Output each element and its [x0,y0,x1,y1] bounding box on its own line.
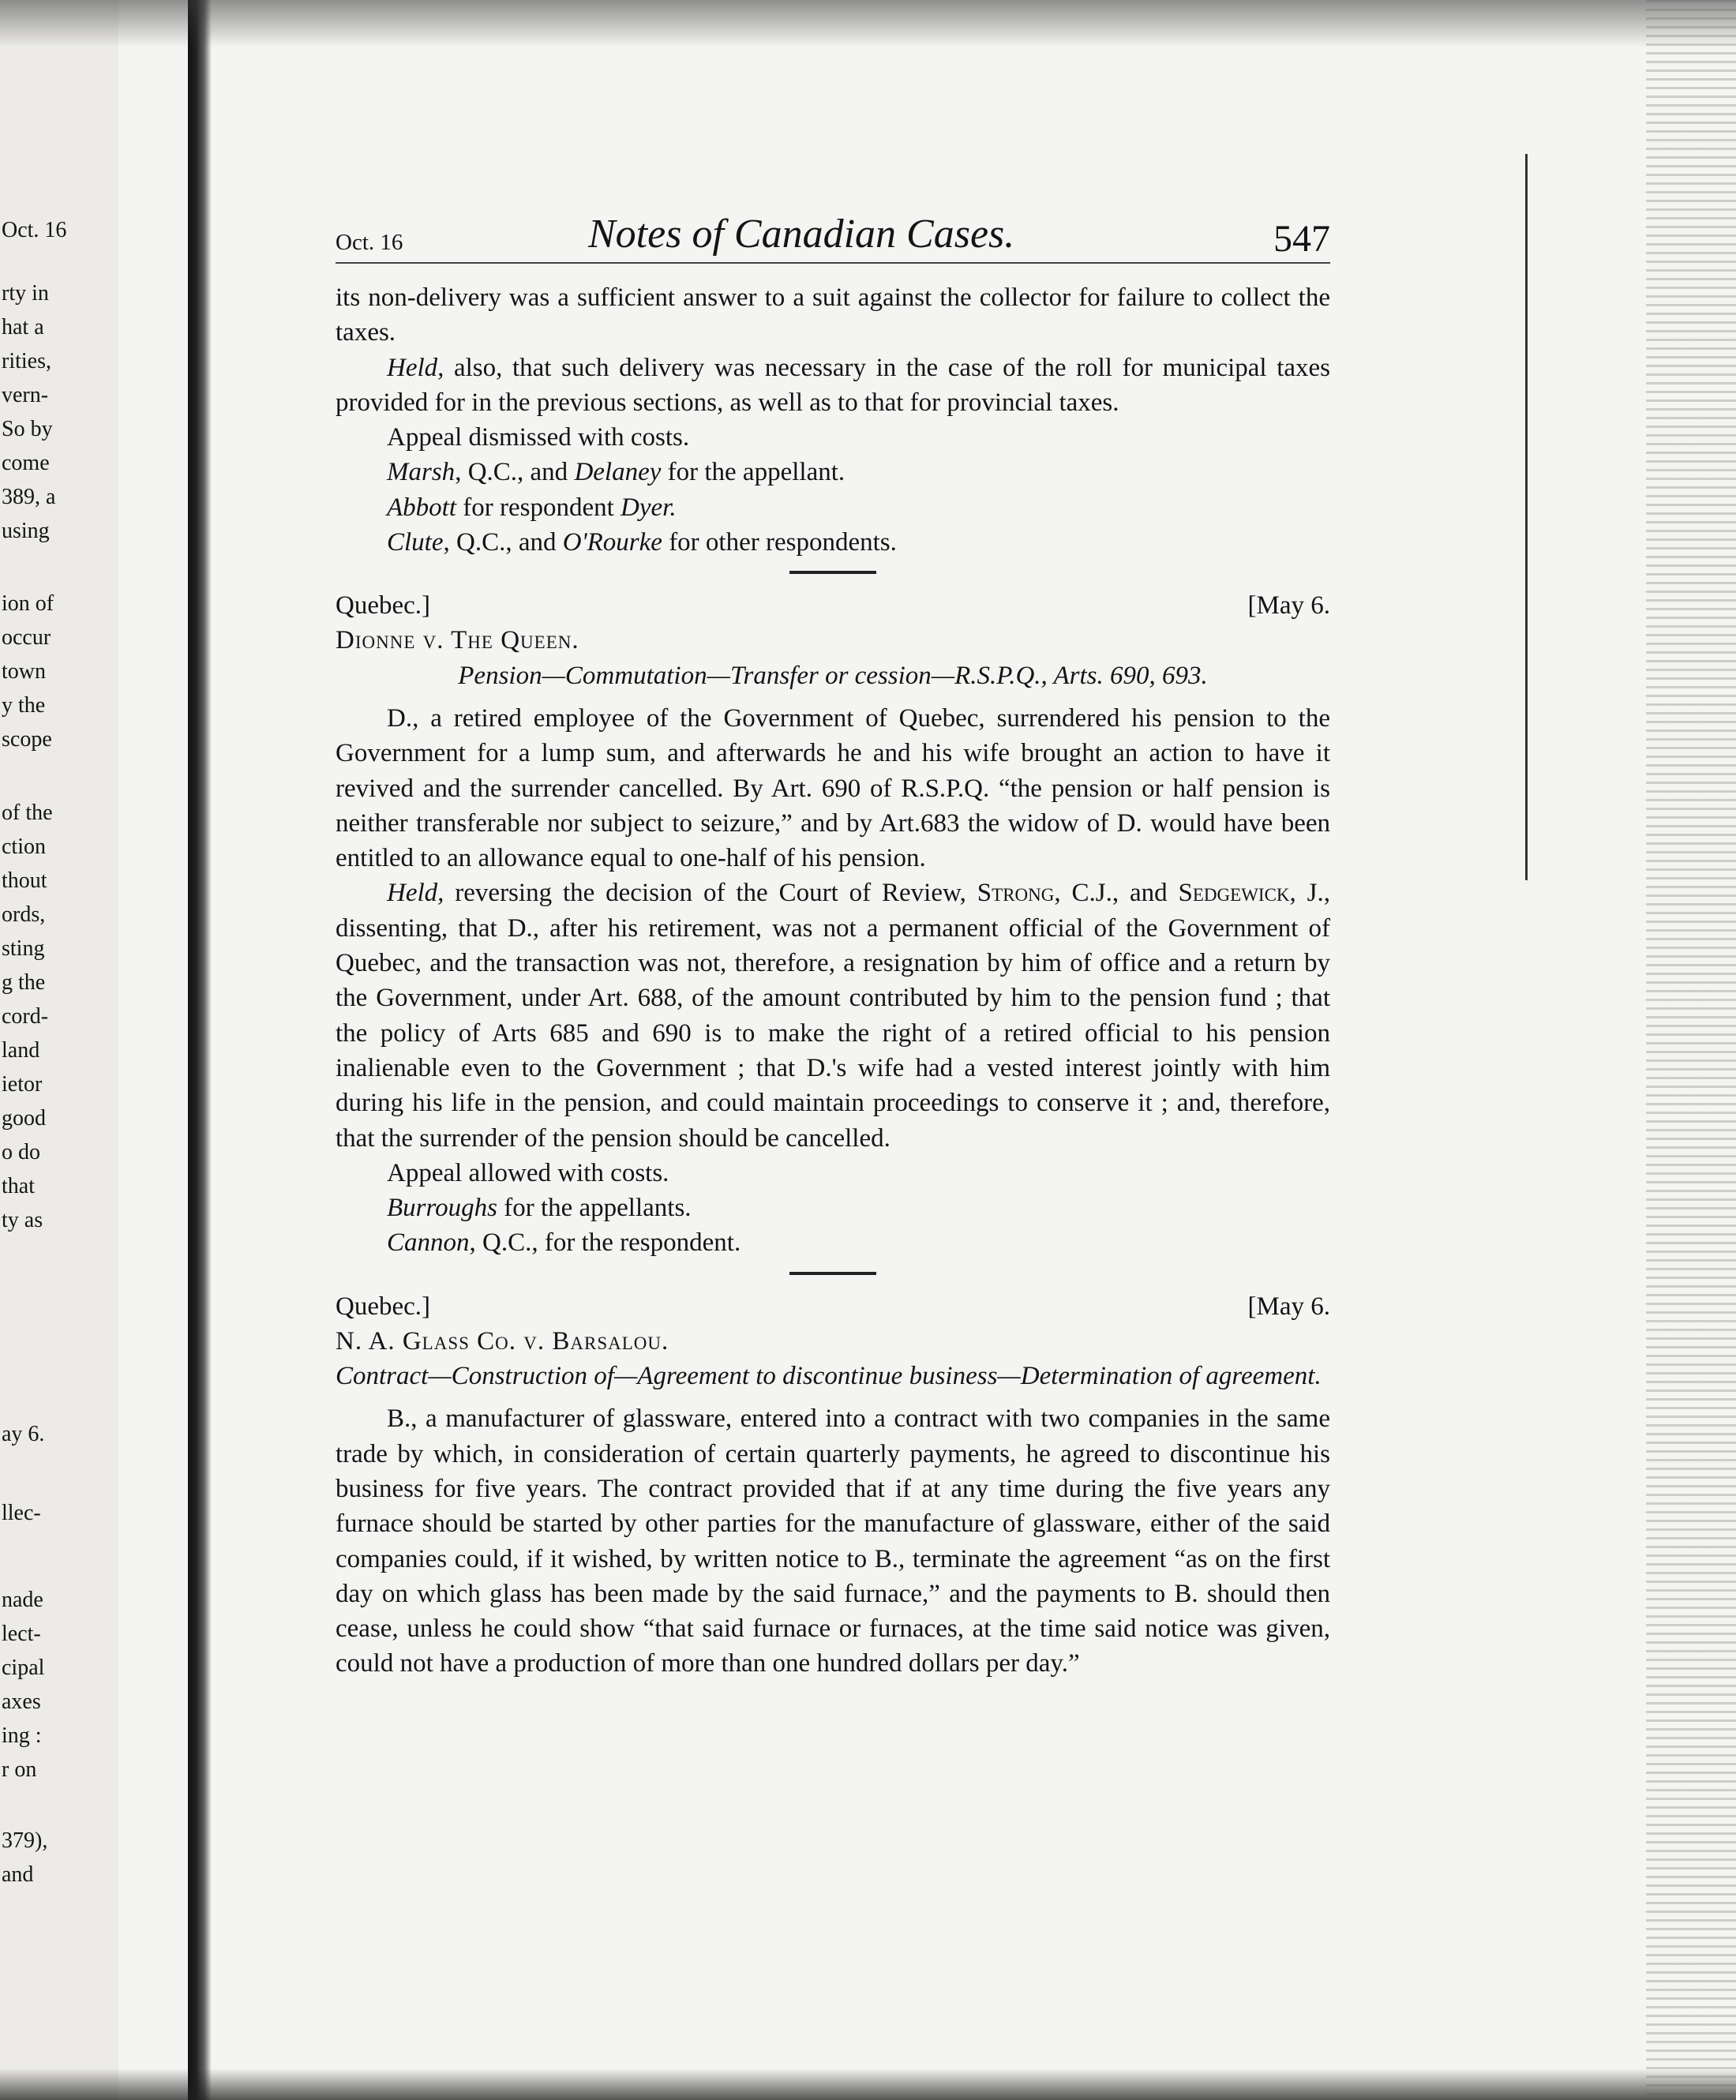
left-margin-fragment: hat a [2,315,44,339]
case2-headnote: Pension—Commutation—Transfer or cession—R.S.P.Q., Arts. 690, 693. [458,661,1208,690]
left-margin-fragment: thout [2,868,47,893]
held-label: Held, [387,879,444,908]
case1-paragraph: its non-delivery was a sufficient answer to a suit against the collector for failure to collect the taxes. [336,283,1330,347]
counsel-text: for other respondents. [662,528,897,557]
left-margin-fragment: vern- [2,383,49,407]
case2-date: [May 6. [1247,591,1330,621]
counsel-text: for the appellants. [497,1194,692,1223]
counsel-name: Dyer. [621,493,677,522]
left-margin-fragment: llec- [2,1501,41,1525]
case2-title: Dionne v. The Queen. [336,626,579,655]
left-margin-fragment: using [2,519,50,543]
case2-held-paragraph [336,876,1330,1155]
counsel-name: Cannon [387,1228,470,1258]
left-margin-fragment: ty as [2,1208,43,1232]
counsel-text: , Q.C., and [443,528,563,557]
case2-facts: D., a retired employee of the Government of Quebec, surrendered his pension to the Government for a lump sum, and afterwards he and his wife brought an action to have it revived and the surrender cancelled. By Art. 690 of R.S.P.Q. “the pension or half pension is neither transferable nor subject to seizure,” and by Art.683 the widow of D. would have been entitled to an allowance equal to one-half of his pension. [336,703,1330,873]
counsel-name: Clute [387,528,444,557]
held-text: , J., dissenting, that D., after his retirement, was not a permanent official of the Government of Quebec, and the transaction was not, therefore, a resignation by him of office and a return by the Government, under Art. 688, of the amount contributed by him to the pension fund ; that the policy of Arts 685 and 690 is to make the right of a retired official to his pension inalienable even to the Government ; that D.'s wife had a vested interest jointly with him during his life in the pension, and could maintain proceedings to conserve it ; and, therefore, that the surrender of the pension should be cancelled. [336,879,1331,1153]
case3-title: N. A. Glass Co. v. Barsalou. [336,1326,669,1356]
top-scan-smudge [0,0,1736,47]
case3-court: Quebec.] [336,1292,431,1321]
left-margin-fragment: Oct. 16 [2,218,67,242]
left-margin-fragment: rities, [2,349,51,373]
held-label: Held, [387,353,444,382]
case2-disposition: Appeal allowed with costs. [387,1158,669,1187]
case1-counsel-appellant [336,455,1330,489]
left-margin-fragment: o do [2,1140,40,1164]
case-separator [789,571,876,574]
case3-date: [May 6. [1247,1292,1330,1321]
left-margin-fragment: ay 6. [2,1422,45,1446]
case2-counsel-appellants [336,1191,1330,1225]
counsel-name: Burroughs [387,1194,497,1223]
counsel-name: O'Rourke [562,528,662,557]
case3-facts: B., a manufacturer of glassware, entered into a contract with two companies in the same trade by which, in consideration of certain quarterly payments, he agreed to discontinue his business for five years. The contract provided that if at any time during the five years any furnace should be started by other parties for the manufacture of glassware, either of the said companies could, if it wished, by written notice to B., terminate the agreement “as on the first day on which glass has been made by the said furnace,” and the payments to B. should then cease, unless he could show “that said furnace or furnaces, at the time said notice was given, could not have a production of more than one hundred dollars per day.” [336,1404,1330,1678]
left-margin-fragment: rty in [2,281,49,306]
left-margin-fragment: y the [2,693,46,718]
left-margin-fragment: and [2,1862,34,1887]
left-margin-fragment: occur [2,625,51,650]
case2-court: Quebec.] [336,591,431,621]
left-margin-fragment: cipal [2,1656,45,1680]
left-margin-fragment: cord- [2,1004,49,1029]
case1-held-text: also, that such delivery was necessary in the case of the roll for municipal taxes provided for in the previous sections, as well as to that for provincial taxes. [336,353,1330,417]
left-margin-fragment: ion of [2,591,54,616]
counsel-name: Delaney [574,458,662,487]
left-margin-fragment: scope [2,727,52,752]
case3-headnote: Contract—Construction of—Agreement to discontinue business—Determination of agreement. [336,1362,1322,1391]
counsel-name: Abbott [387,493,456,522]
header-title: Notes of Canadian Cases. [588,212,1015,257]
judge-name: Sedgewick [1178,879,1290,908]
left-margin-fragment: 389, a [2,485,56,509]
running-head [336,209,1330,264]
left-margin-fragment: r on [2,1757,37,1782]
left-margin-fragment: land [2,1038,40,1063]
header-date: Oct. 16 [336,230,403,255]
left-margin-fragment: axes [2,1689,41,1714]
page-body [336,280,1330,1682]
left-margin-fragment: ction [2,834,46,859]
left-margin-fragment: sting [2,936,45,961]
left-margin-fragment: lect- [2,1622,41,1646]
left-margin-fragment: town [2,659,46,684]
case2-court-line [336,588,1330,623]
case1-counsel-respondent [336,490,1330,525]
case2-counsel-respondent [336,1225,1330,1260]
left-margin-fragment: 379), [2,1828,48,1853]
case3-court-line [336,1289,1330,1324]
counsel-name: Marsh [387,458,456,487]
case1-disposition: Appeal dismissed with costs. [387,423,690,452]
left-margin-fragment: good [2,1106,46,1131]
counsel-text: for the appellant. [661,458,846,487]
page-number: 547 [1273,218,1330,260]
counsel-text: , Q.C., for the respondent. [469,1228,741,1258]
case-separator [789,1272,876,1275]
left-margin-fragment: come [2,451,50,475]
counsel-text: for respondent [456,493,621,522]
case1-counsel-other [336,525,1330,560]
left-margin-fragment: of the [2,801,53,825]
counsel-text: , Q.C., and [455,458,575,487]
case1-held-paragraph [336,351,1330,421]
right-margin-rule [1525,154,1528,880]
right-edge-speckle [1646,0,1736,2100]
left-margin-fragment: ietor [2,1072,43,1097]
judge-name: Strong [977,879,1055,908]
left-margin-fragment: g the [2,970,46,995]
left-margin-fragment: that [2,1174,35,1198]
binding-shadow [188,0,212,2100]
left-margin-fragment: ing : [2,1723,42,1748]
left-margin-fragment: ords, [2,902,46,927]
left-margin-fragment: nade [2,1588,43,1612]
header-rule [336,262,1330,264]
held-text: , C.J., and [1054,879,1179,908]
held-text: reversing the decision of the Court of Review, [444,879,977,908]
bottom-scan-smudge [0,2068,1736,2100]
left-margin-fragment: So by [2,417,53,441]
